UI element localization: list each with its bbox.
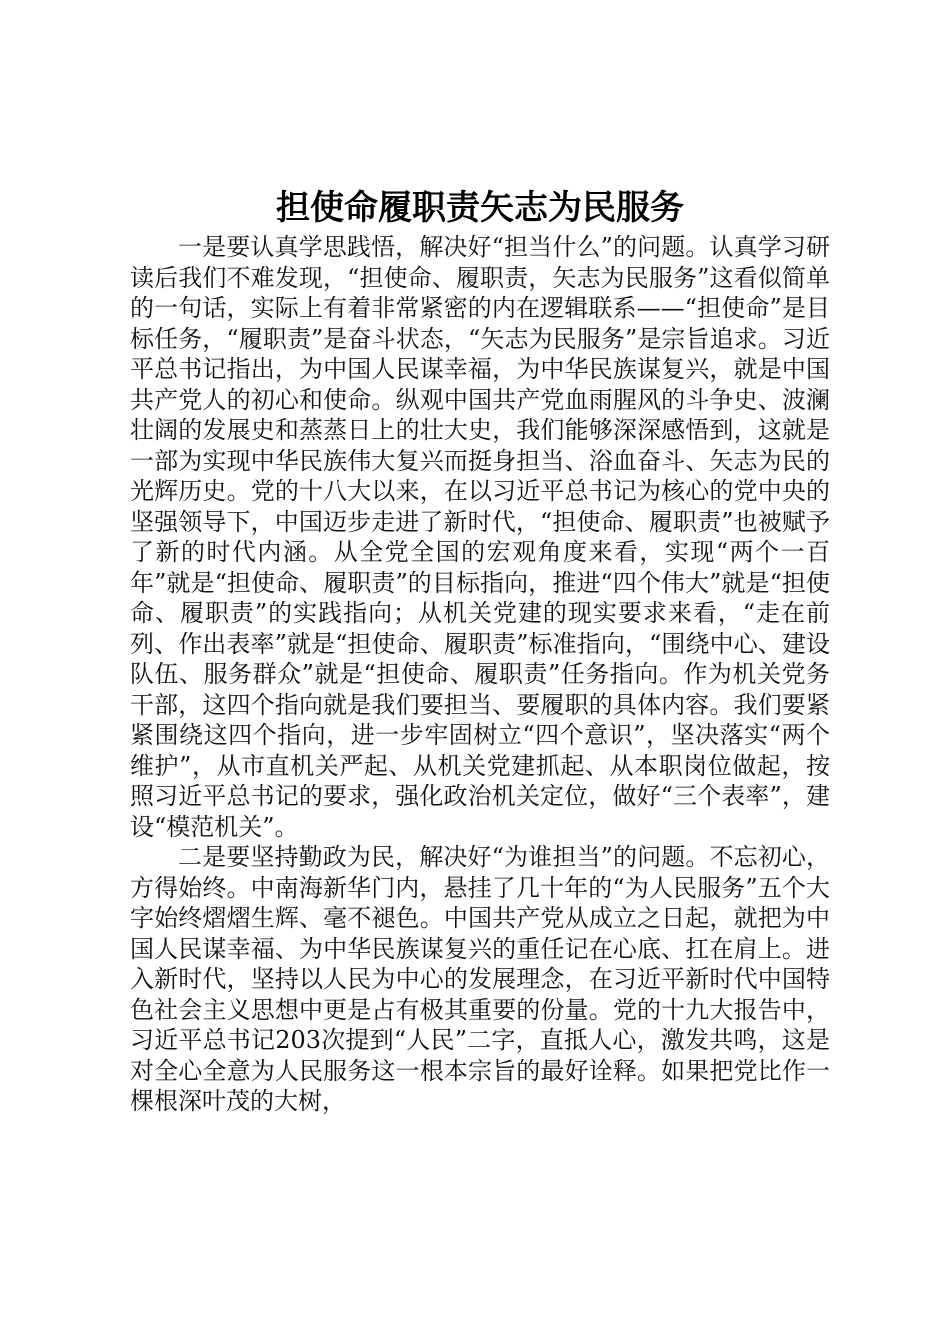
paragraph-2: 二是要坚持勤政为民，解决好“为谁担当”的问题。不忘初心，方得始终。中南海新华门内，悬挂了几十年的“为人民服务”五个大字始终熠熠生辉、毫不褪色。中国共产党从成立之日起，就把为中国人民谋幸福、为中华民族谋复兴的重任记在心底、扛在肩上。进入新时代，坚持以人民为中心的发展理念，在习近平新时代中国特色社会主义思想中更是占有极其重要的份量。党的十九大报告中，习近平总书记203次提到“人民”二字，直抵人心，激发共鸣，这是对全心全意为人民服务这一根本宗旨的最好诠释。如果把党比作一棵根深叶茂的大树， bbox=[130, 843, 830, 1115]
document-title: 担使命履职责矢志为民服务 bbox=[276, 188, 684, 228]
document-body bbox=[130, 232, 830, 1117]
document-page bbox=[130, 0, 830, 1344]
paragraph-1: 一是要认真学思践悟，解决好“担当什么”的问题。认真学习研读后我们不难发现，“担使命、履职责，矢志为民服务”这看似简单的一句话，实际上有着非常紧密的内在逻辑联系——“担使命”是目标任务，“履职责”是奋斗状态，“矢志为民服务”是宗旨追求。习近平总书记指出，为中国人民谋幸福，为中华民族谋复兴，就是中国共产党人的初心和使命。纵观中国共产党血雨腥风的斗争史、波澜壮阔的发展史和蒸蒸日上的壮大史，我们能够深深感悟到，这就是一部为实现中华民族伟大复兴而挺身担当、浴血奋斗、矢志为民的光辉历史。党的十八大以来，在以习近平总书记为核心的党中央的坚强领导下，中国迈步走进了新时代，“担使命、履职责”也被赋予了新的时代内涵。从全党全国的宏观角度来看，实现“两个一百年”就是“担使命、履职责”的目标指向，推进“四个伟大”就是“担使命、履职责”的实践指向；从机关党建的现实要求来看，“走在前列、作出表率”就是“担使命、履职责”标准指向，“围绕中心、建设队伍、服务群众”就是“担使命、履职责”任务指向。作为机关党务干部，这四个指向就是我们要担当、要履职的具体内容。我们要紧紧围绕这四个指向，进一步牢固树立“四个意识”，坚决落实“两个维护”，从市直机关严起、从机关党建抓起、从本职岗位做起，按照习近平总书记的要求，强化政治机关定位，做好“三个表率”，建设“模范机关”。 bbox=[130, 233, 830, 841]
